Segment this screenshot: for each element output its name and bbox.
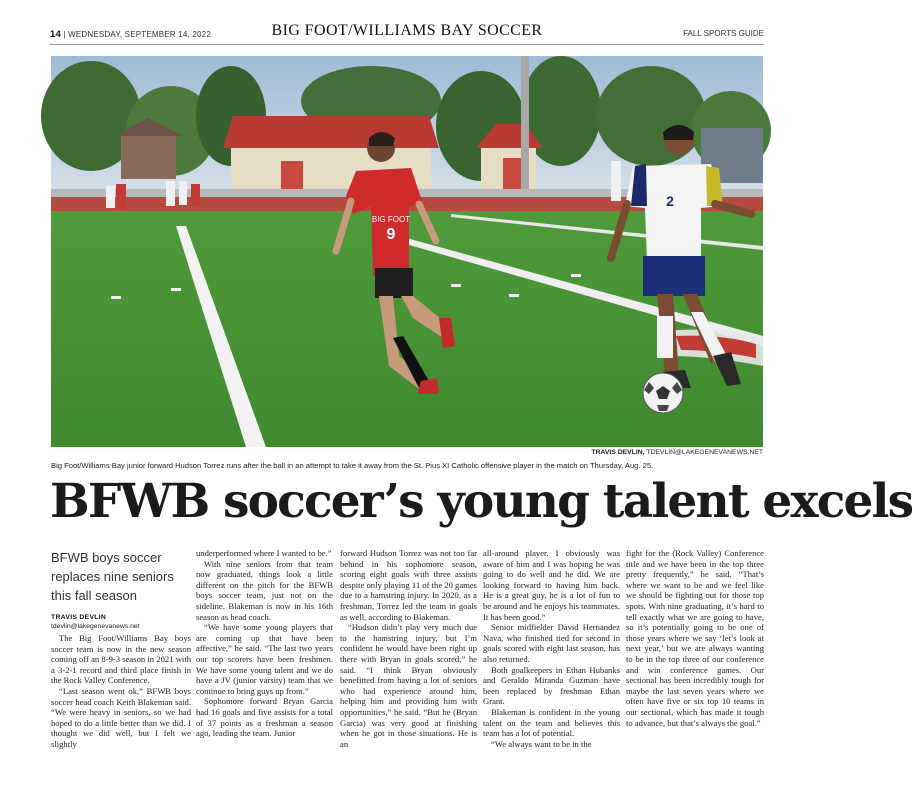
paragraph: all-around player. I obviously was aware of him and I was hoping he was going to do well and he did. We are looking forward to having him back. He is a great guy, he is a lot of fun to be around and he enjoys his teammates. It has been good.” [483,548,620,622]
paragraph: “We always want to be in the [491,738,592,749]
byline [51,614,191,630]
jersey-number-red: 9 [386,226,396,243]
paragraph: “We have some young players that are coming up that have been affective,” he said. “The last two years our top scorers have been freshmen. We have some young talent and we do have a JV (junior varsity) team that we continue to bring guys up from.” [196,622,333,696]
jersey-number-white: 2 [666,193,674,209]
byline-email: tdevlin@lakegenevanews.net [51,623,140,630]
headline: BFWB soccer’s young talent excels [50,474,912,529]
paragraph: “Hudson didn’t play very much due to the hamstring injury, but I’m confident he would have been right up there with Bryan in goals scored,” he said. “I think Bryan obviously benefitted from having a lot of seniors who had experience around him, helping him and providing him with opportunities,” he said. “But he (Bryan Garcia) was very good at finishing when he got in those situations. He is an [340,622,477,749]
page-folio: 14 | WEDNESDAY, SEPTEMBER 14, 2022 [50,29,211,40]
page-number: 14 [50,29,61,40]
paragraph: fight for the (Rock Valley) Conference title and we have been in the top three pretty frequently,” he said. “That’s where we want to be and we feel like we should be fighting out for those top spots. With nine graduating, it’s hard to tell exactly what we are going to have, so it’s potentially going to be one of those years where we say ‘let’s look at next year,’ but we are always wanting to be in the top three of our conference and win conference games. Our sectional has been incredibly tough for maybe the last seven years where we often have five or six top 10 teams in our sectional, which has made it tough to advance, but that’s always the goal.” [626,548,764,728]
jersey-text: BIG FOOT [371,215,411,224]
page-header [50,20,764,45]
paragraph: Blakeman is confident in the young talent on the team and believes this team has a lot of potential. [483,706,620,739]
paragraph: forward Hudson Torrez was not too far behind in his sophomore season, scoring eight goals with three assists despite only playing 11 of the 20 games due to a hamstring injury. In 2020, as a freshman, Torrez led the team in goals as well, according to Blakeman. [340,548,477,622]
photo-caption: Big Foot/Williams Bay junior forward Hudson Torrez runs after the ball in an attempt to take it away from the St. Pius XI Catholic offensive player in the match on Thursday, Aug. 25. [51,461,654,470]
article-column-3 [340,548,477,749]
paragraph: underperformed where I wanted to be.” [196,548,332,558]
soccer-ball [643,373,683,413]
byline-name: TRAVIS DEVLIN [51,614,107,621]
paragraph: “Last season went ok,” BFWB boys soccer head coach Keith Blakeman said. “We were heavy in seniors, so we had hoped to do a little better than we did. I thought we did well, but I felt we slightly [51,685,191,749]
paragraph: With nine seniors from that team now graduated, things look a little different on the pitch for the BFWB boys soccer team, just not on the sideline. Blakeman is now in his 16th season as head coach. [196,558,333,622]
article-column-2 [196,548,333,739]
paragraph: Both goalkeepers in Ethan Hubanks and Geraldo Miranda Guzman have been replaced by freshman Ethan Grant. [483,664,620,707]
article-column-5 [626,548,764,728]
paragraph: The Big Foot/Williams Bay boys soccer team is now in the new season coming off an 8-9-3 season in 2021 with a 3-2-1 record and third place finish in the Rock Valley Conference. [51,633,191,686]
section-title: BIG FOOT/WILLIAMS BAY SOCCER [271,22,543,39]
photo-illustration [51,56,763,447]
issue-date: WEDNESDAY, SEPTEMBER 14, 2022 [68,30,211,39]
paragraph: Sophomore forward Bryan Garcia had 16 goals and five assists for a total of 37 points as a freshman a season ago, leading the team. Junior [196,696,333,739]
guide-label: FALL SPORTS GUIDE [683,29,764,38]
soccer-photo [51,56,763,447]
photographer-email: TDEVLIN@LAKEGENEVANEWS.NET [646,449,763,456]
photo-credit [591,449,763,456]
article-column-4 [483,548,620,749]
deck: BFWB boys soccer replaces nine seniors this fall season [51,550,174,603]
article-column-1 [51,633,191,750]
paragraph: Senior midfielder David Hernandez Nava, who finished tied for second in goals scored with eight last season, has also returned. [483,622,620,664]
photographer-name: TRAVIS DEVLIN, [591,449,645,456]
